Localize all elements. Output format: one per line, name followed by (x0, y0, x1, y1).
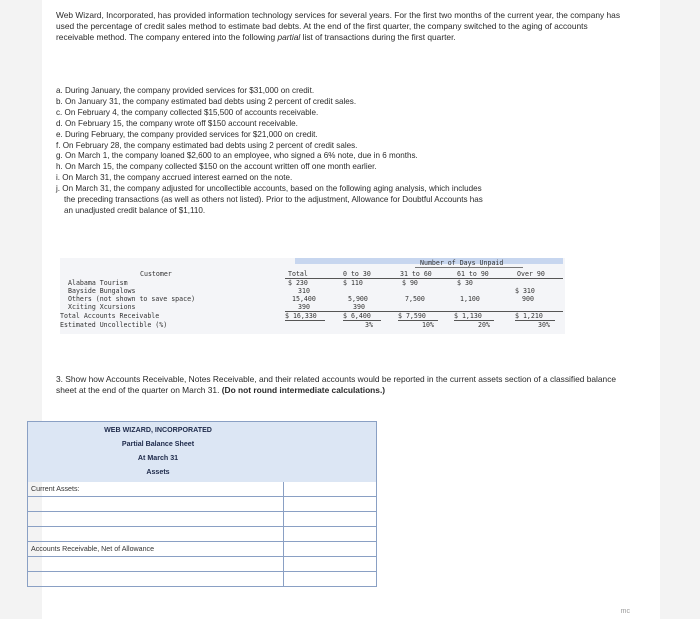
transaction-e: e. During February, the company provided services for $21,000 on credit. (56, 129, 318, 139)
account-name-input[interactable] (31, 498, 279, 509)
aging-analysis-table (60, 258, 565, 334)
amount-input[interactable] (286, 528, 374, 539)
rate-row-name: Estimated Uncollectible (%) (60, 321, 168, 329)
column-divider (283, 527, 284, 541)
row-name: Others (not shown to save space) (68, 295, 196, 303)
row-61-90: $ 30 (457, 279, 473, 287)
total-underline (285, 320, 325, 321)
transaction-j-cont-1: the preceding transactions (as well as others not listed). Prior to the adjustment, Allowance for Doubtful Accounts has (64, 195, 483, 205)
column-divider (283, 497, 284, 511)
blank-row-5 (27, 572, 377, 587)
row-0-30: $ 110 (343, 279, 363, 287)
current-assets-label: Current Assets: (31, 485, 80, 493)
assets-heading: Assets (146, 468, 170, 476)
statement-date: At March 31 (137, 454, 179, 462)
blank-row-2 (27, 512, 377, 527)
row-31-60: $ 90 (402, 279, 418, 287)
transaction-i: i. On March 31, the company accrued interest earned on the note. (56, 173, 293, 183)
current-assets-row (27, 482, 377, 497)
total-underline (343, 320, 381, 321)
total-row-total: $ 16,330 (285, 312, 317, 320)
question-3: 3. Show how Accounts Receivable, Notes Receivable, and their related accounts would be reported in the current assets section of a classified balance sheet at the end of the quarter on March 31. (Do not round intermediate calculations.) (56, 374, 617, 395)
account-name-input[interactable] (31, 558, 279, 569)
total-row-31-60: $ 7,590 (398, 312, 426, 320)
column-divider (283, 572, 284, 586)
amount-input[interactable] (286, 513, 374, 524)
row-total: 310 (298, 287, 310, 295)
transaction-list (56, 86, 624, 217)
row-name: Alabama Tourism (68, 279, 128, 287)
row-61-90: 1,100 (460, 295, 480, 303)
rate-31-60: 10% (422, 321, 434, 329)
amount-input[interactable] (286, 558, 374, 569)
account-name-input[interactable] (31, 573, 279, 584)
transaction-j-cont-2: an unadjusted credit balance of $1,110. (64, 205, 206, 215)
column-divider (283, 512, 284, 526)
blank-row-3 (27, 527, 377, 542)
row-total: 390 (298, 303, 310, 311)
transaction-j: j. On March 31, the company adjusted for uncollectible accounts, based on the following aging analysis, which includes (56, 184, 482, 194)
transaction-f: f. On February 28, the company estimated bad debts using 2 percent of credit sales. (56, 140, 358, 150)
amount-input[interactable] (286, 498, 374, 509)
account-name-input[interactable] (31, 513, 279, 524)
amount-input[interactable] (286, 573, 374, 584)
blank-row-1 (27, 497, 377, 512)
col-0-30: 0 to 30 (343, 270, 371, 278)
rate-over-90: 30% (538, 321, 550, 329)
transaction-g: g. On March 1, the company loaned $2,600 to an employee, who signed a 6% note, due in 6 months. (56, 151, 418, 161)
row-0-30: 5,900 (348, 295, 368, 303)
blank-row-4 (27, 557, 377, 572)
col-31-60: 31 to 60 (400, 270, 432, 278)
transaction-c: c. On February 4, the company collected $15,500 of accounts receivable. (56, 107, 319, 117)
transaction-h: h. On March 15, the company collected $150 on the account written off one month earlier. (56, 162, 377, 172)
corner-mark: mc (620, 608, 630, 615)
row-0-30: 390 (353, 303, 365, 311)
problem-intro: Web Wizard, Incorporated, has provided information technology services for several years. For the first two months of the current year, the company has used the percentage of credit sales method to estimate bad debts. At the end of the first quarter, the company switched to the aging of accounts receivable method. The company entered into the following partial list of transactions during the first quarter. (56, 10, 621, 43)
col-customer: Customer (140, 270, 172, 278)
row-31-60: 7,500 (405, 295, 425, 303)
header-rule (285, 278, 563, 279)
row-total: 15,400 (292, 295, 316, 303)
row-name: Xciting Xcursions (68, 303, 136, 311)
group-header-rule (415, 267, 523, 268)
col-total: Total (288, 270, 308, 278)
ar-net-label: Accounts Receivable, Net of Allowance (31, 545, 155, 553)
total-row-61-90: $ 1,130 (454, 312, 482, 320)
ar-net-row (27, 542, 377, 557)
col-61-90: 61 to 90 (457, 270, 489, 278)
current-assets-amount-input[interactable] (286, 483, 374, 494)
total-row-over-90: $ 1,210 (515, 312, 543, 320)
company-name: WEB WIZARD, INCORPORATED (104, 426, 212, 434)
row-over-90: 900 (522, 295, 534, 303)
ar-net-amount-input[interactable] (286, 543, 374, 554)
rate-61-90: 20% (478, 321, 490, 329)
row-total: $ 230 (288, 279, 308, 287)
rate-0-30: 3% (365, 321, 373, 329)
total-row-name: Total Accounts Receivable (60, 312, 160, 320)
account-name-input[interactable] (31, 528, 279, 539)
statement-title: Partial Balance Sheet (121, 440, 195, 448)
row-over-90: $ 310 (515, 287, 535, 295)
balance-sheet-header (27, 421, 377, 482)
col-over-90: Over 90 (517, 270, 545, 278)
column-divider (283, 557, 284, 571)
transaction-a: a. During January, the company provided services for $31,000 on credit. (56, 86, 315, 95)
column-divider (283, 542, 284, 556)
row-name: Bayside Bungalows (68, 287, 136, 295)
partial-balance-sheet (27, 421, 377, 587)
total-row-0-30: $ 6,400 (343, 312, 371, 320)
transaction-b: b. On January 31, the company estimated bad debts using 2 percent of credit sales. (56, 96, 357, 106)
column-divider (283, 482, 284, 496)
transaction-d: d. On February 15, the company wrote off $150 account receivable. (56, 118, 298, 128)
days-unpaid-header: Number of Days Unpaid (420, 259, 504, 267)
